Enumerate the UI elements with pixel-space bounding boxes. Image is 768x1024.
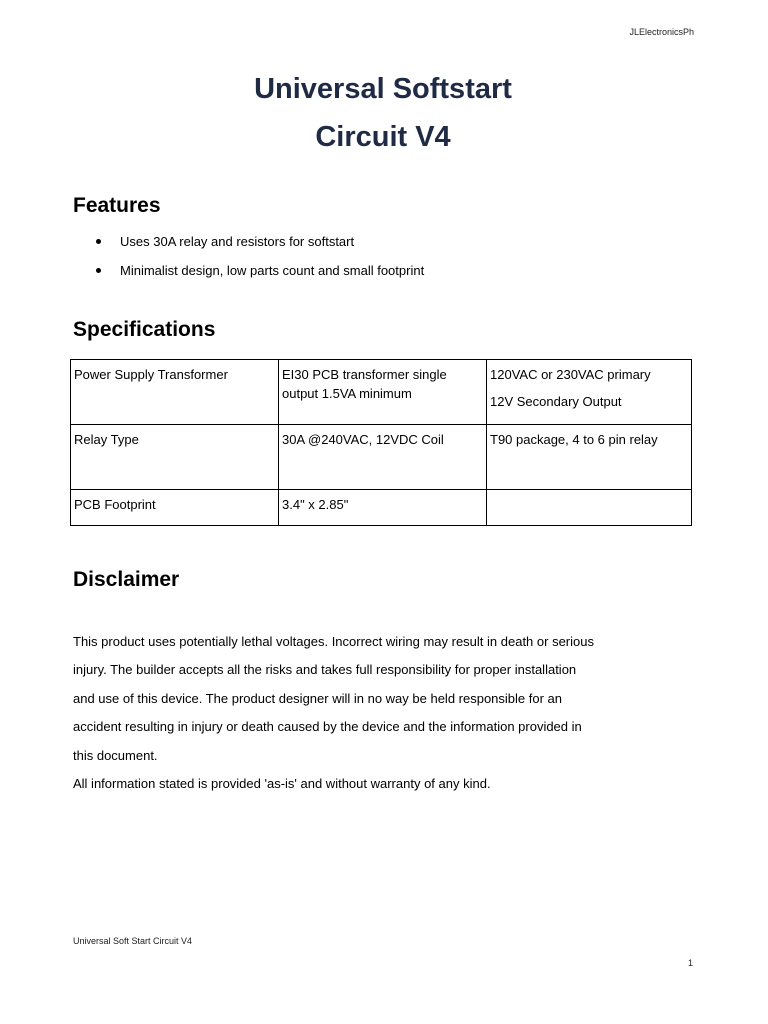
spec-label-text: Power Supply Transformer xyxy=(74,367,228,382)
disclaimer-line: and use of this device. The product designer will in no way be held responsible for an xyxy=(73,690,562,706)
specifications-heading: Specifications xyxy=(73,318,216,341)
disclaimer-line: This product uses potentially lethal voltages. Incorrect wiring may result in death or serious xyxy=(73,634,594,649)
spec-label-text: PCB Footprint xyxy=(74,497,156,512)
table-row xyxy=(71,360,692,425)
header-brand: JLElectronicsPh xyxy=(629,27,694,37)
document-title-line-2: Circuit V4 xyxy=(315,121,451,153)
table-row xyxy=(71,490,692,526)
spec-value-line: 30A @240VAC, 12VDC Coil xyxy=(282,432,444,447)
table-row xyxy=(71,425,692,490)
spec-notes xyxy=(487,360,692,425)
disclaimer-line: this document. xyxy=(73,747,158,763)
spec-value-line: 3.4" x 2.85" xyxy=(282,497,349,512)
page-number: 1 xyxy=(687,958,693,968)
spec-label-text: Relay Type xyxy=(74,432,139,447)
features-list xyxy=(94,232,424,290)
footer-document-title: Universal Soft Start Circuit V4 xyxy=(73,936,193,946)
spec-notes xyxy=(487,425,692,490)
list-item xyxy=(94,232,424,261)
spec-label xyxy=(71,360,279,425)
spec-label xyxy=(71,425,279,490)
disclaimer-body xyxy=(73,628,673,798)
spec-value xyxy=(279,425,487,490)
spec-notes xyxy=(487,490,692,526)
feature-text: Minimalist design, low parts count and small footprint xyxy=(120,263,425,278)
document-title-line-1: Universal Softstart xyxy=(254,73,512,105)
disclaimer-line: injury. The builder accepts all the risks and takes full responsibility for proper installation xyxy=(73,662,577,678)
spec-value xyxy=(279,490,487,526)
feature-text: Uses 30A relay and resistors for softstart xyxy=(120,234,355,249)
spec-note-line: 12V Secondary Output xyxy=(490,394,622,409)
spec-note-line: 120VAC or 230VAC primary xyxy=(490,367,651,382)
spec-value-line: EI30 PCB transformer single xyxy=(282,367,447,382)
spec-label xyxy=(71,490,279,526)
specifications-table xyxy=(70,359,692,526)
features-heading: Features xyxy=(73,194,161,217)
bullet-icon xyxy=(96,268,101,273)
spec-value xyxy=(279,360,487,425)
bullet-icon xyxy=(96,239,101,244)
spec-value-line: output 1.5VA minimum xyxy=(282,386,412,401)
spec-note-line: T90 package, 4 to 6 pin relay xyxy=(490,432,658,447)
disclaimer-closing: All information stated is provided 'as-is' and without warranty of any kind. xyxy=(73,776,491,792)
disclaimer-heading: Disclaimer xyxy=(73,568,180,591)
list-item xyxy=(94,261,424,290)
disclaimer-line: accident resulting in injury or death caused by the device and the information provided in xyxy=(73,719,582,735)
